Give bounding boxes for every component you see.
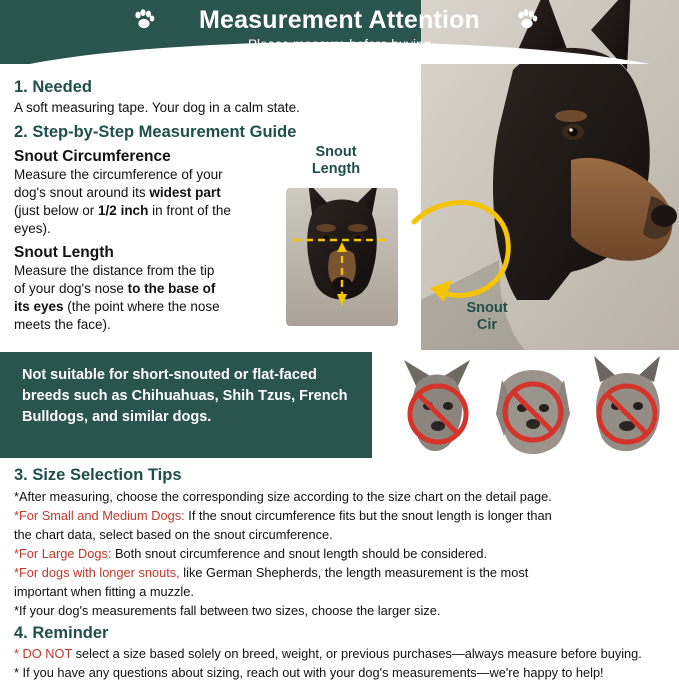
warning-band <box>0 352 679 458</box>
section2-heading: 2. Step-by-Step Measurement Guide <box>14 123 297 141</box>
paw-icon <box>516 9 538 33</box>
sl-line2-pre: of your dog's nose <box>14 281 128 296</box>
sc-line2-pre: dog's snout around its <box>14 185 150 200</box>
tip-line: *For Large Dogs: Both snout circumference and snout length should be considered. <box>14 546 488 561</box>
sc-line3-post: in front of the <box>148 203 231 218</box>
tip-line: *For Small and Medium Dogs: If the snout circumference fits but the snout length is longer than <box>14 508 552 523</box>
measurement-diagram <box>268 140 508 350</box>
section1-heading: 1. Needed <box>14 78 92 96</box>
snout-length-label: Snout Length <box>311 144 361 177</box>
front-view-dog-photo <box>286 188 398 326</box>
snout-circumference-title: Snout Circumference <box>14 148 171 165</box>
sl-line4: meets the face). <box>14 317 111 332</box>
tip-line: *If your dog's measurements fall between two sizes, choose the larger size. <box>14 603 441 618</box>
section4-heading: 4. Reminder <box>14 624 109 642</box>
tip-line: *For dogs with longer snouts, like German Shepherds, the length measurement is the most <box>14 565 529 580</box>
sl-line1: Measure the distance from the tip <box>14 263 215 278</box>
paw-icon <box>133 9 155 33</box>
reminder-line: * DO NOT select a size based solely on breed, weight, or previous purchases—always measure before buying. <box>14 646 642 661</box>
reminder-line: * If you have any questions about sizing, reach out with your dog's measurements—we're happy to help! <box>14 665 604 680</box>
snout-circumference-block <box>14 148 272 334</box>
snout-circumference-label: Snout Cir <box>466 300 508 333</box>
page-title: Measurement Attention <box>198 6 481 34</box>
header-banner <box>0 0 679 64</box>
sc-line4: eyes). <box>14 221 51 236</box>
size-tips-section <box>0 460 679 682</box>
sl-line2-bold: to the base of <box>127 281 216 296</box>
sl-line3-post: (the point where the nose <box>63 299 220 314</box>
unsuitable-breeds-photos <box>372 352 679 458</box>
page-subtitle: Please measure before buying <box>247 37 432 52</box>
sc-line1: Measure the circumference of your <box>14 167 223 182</box>
sc-line2-bold: widest part <box>149 185 221 200</box>
sc-line3-bold: 1/2 inch <box>98 203 149 218</box>
section3-heading: 3. Size Selection Tips <box>14 466 182 484</box>
tip-line: *After measuring, choose the corresponding size according to the size chart on the detail page. <box>14 489 552 504</box>
sl-line3-bold: its eyes <box>14 299 64 314</box>
warning-text: Not suitable for short-snouted or flat-faced breeds such as Chihuahuas, Shih Tzus, French Bulldogs, and similar dogs. <box>22 367 348 425</box>
section1-text: A soft measuring tape. Your dog in a calm state. <box>14 100 300 115</box>
tip-line: important when fitting a muzzle. <box>14 584 194 599</box>
tip-line: the chart data, select based on the snout circumference. <box>14 527 333 542</box>
snout-length-title: Snout Length <box>14 244 114 261</box>
sc-line3-pre: (just below or <box>14 203 99 218</box>
